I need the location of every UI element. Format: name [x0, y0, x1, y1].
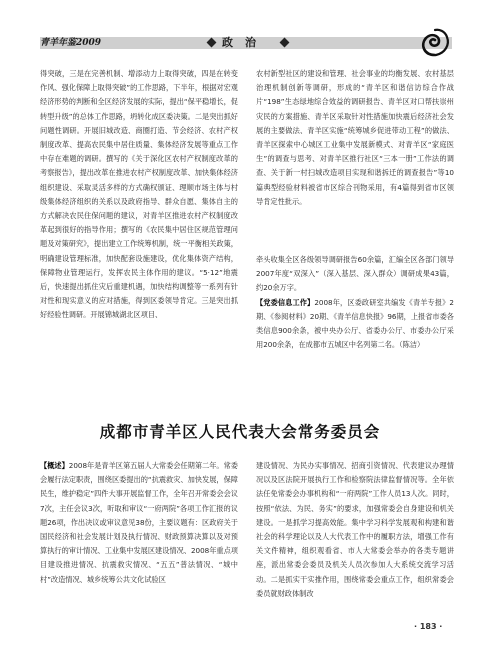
paragraph-overview	[40, 459, 238, 614]
section-title: 政治	[222, 36, 268, 49]
paragraph-research-work-continued: 农村新型社区的建设和管理、社会事业的均衡发展、农村基层治理机制创新等调研，形成的“青羊区和谐信访综合作战片“198”生态绿地综合效益的调研报告、青羊区对口帮扶崇州灾民的方案措施、青羊区采取针对性措施加快震后经济社会发展的主要做法、青羊区实施“统筹城乡促进带动工程”的做法、青羊区探索中心城区工业集中发展新模式、对青羊区“家庭医生”的调查与思考、对青羊区推行社区“三本一册”工作法的调查、关于新一村扫城改造项目实现和谐拆迁的调查报告”等10篇典型经验材料被省市区综合刊物采用，有4篇得到省市区领导肯定性批示。	[256, 69, 454, 206]
paragraph-info-work	[256, 253, 454, 365]
summary-paragraph: 牵头收集全区各级领导调研报告60余篇，汇编全区各部门领导2007年度“双深入”（深入基层、深入群众）调研成果43篇，约20余万字。	[256, 255, 454, 293]
section-label-info-work: 【党委信息工作】	[256, 297, 315, 307]
book-title: 青羊年鉴2009	[40, 38, 102, 48]
overview-text: 2008年是青羊区第五届人大常委会任期第二年。常委会履行法定职责，围绕区委提出的“抗震救灾、加快发展，保障民生，维护稳定”四件大事开展监督工作，全年召开常委会会议7次，主任会议3次，听取和审议“一府两院”各项工作汇报的议题26项，作出决议或审议意见38份，主要议题有：区政府关于国民经济和社会发展计划及执行情况、财政预算决算以及对预算执行的审计情况、工业集中发展区建设情况、2008年重点项目建设推进情况、抗震救灾情况、“五五”普法情况、“城中村”改造情况、城乡统筹公共文化试验区	[40, 461, 238, 584]
info-work-text: 2008年，区委政研室共编发《青羊专报》2期、《参阅材料》20期、《青羊信息快报》96期，上报省市委各类信息900余条，被中央办公厅、省委办公厅、市委办公厅采用200余条，在成都市五城区中名列第二名。（陈洁）	[256, 297, 454, 350]
swirl-ornament-icon	[418, 25, 452, 59]
paragraph-overview-continued: 建设情况、为民办实事情况、招商引资情况、代表建议办理情况以及区法院开展执行工作和检察院法律监督情况等。全年依法任免常委会办事机构和“一府两院”工作人员13人次。同时，按照“依法、为民、务实”的要求，加强常委会自身建设和机关建设。一是抓学习提高效能。集中学习科学发展观和构建和谐社会的科学理论以及人大代表工作中的履职方法，增强工作有关文件精神，组织观看省、市人大常委会举办的各类专题讲座，派出常委会委员及机关人员次参加人大系统交流学习活动。二是抓实干实推作用，围绕常委会重点工作，组织常委会委员就财政体制改	[256, 461, 454, 598]
page-header	[0, 0, 480, 60]
section-heading: 成都市青羊区人民代表大会常务委员会	[99, 422, 381, 441]
paragraph-research-work: 得突破，三是在完善机制、增添动力上取得突破，四是在转变作风、强化保障上取得突破”的工作思路，下半年，根据对宏观经济形势的判断和全区经济发展的实际，提出“保平稳增长，促转型升级”的总体工作思路，坍转化成区委决策。二是突出抓好问题性调研。开展旧城改造、商圈打造、节会经济、农村产权制度改革、提高农民集中居住质量、集体经济发展等重点工作中存在难题的调研。撰写的《关于深化区农村产权制度改革的考察报告》，提出改革在推进农村产权制度改革、加快集体经济组织建设、采取灵活多样的方式确权颁证、理顺市场主体与村级集体经济组织的关系以及政府指导、群众自愿、集体自主的方式解决农民住保问题的建议，对青羊区推进农村产权制度改革起到很好的指导作用；撰写的《农民集中居住区规范管理问题及对策研究》，提出建立工作统筹机制，统一平衡相关政策，明确建设管理标准，加快配套设施建设，优化集体资产结构，保障物业管理运行，发挥农民主体作用的建议。“5·12”地震后，快速提出抓住灾后重建机遇，加快结构调整等一系列有针对性和现实意义的应对措施，得到区委领导肯定。三是突出抓好经验性调研。开展锦城湖北区项目、	[40, 69, 238, 320]
page-number: · 183 ·	[414, 622, 443, 631]
section-label-overview: 【概述】	[40, 461, 69, 470]
